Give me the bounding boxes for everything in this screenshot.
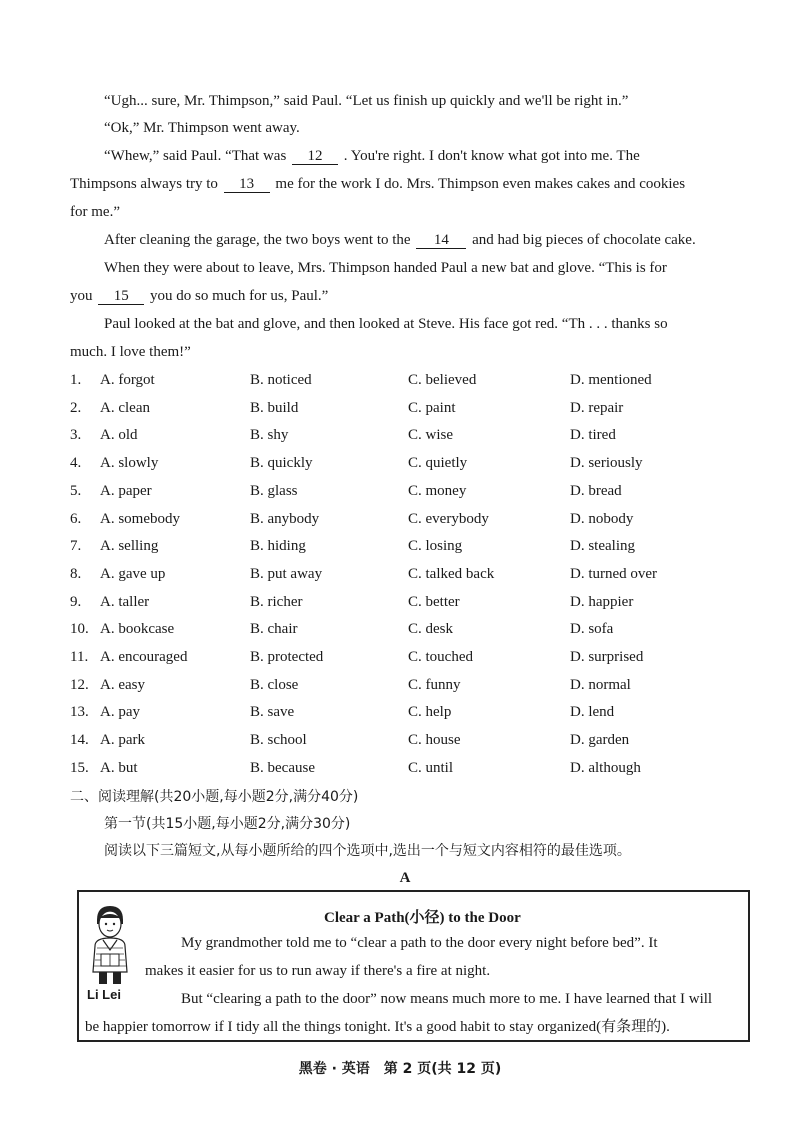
question-row <box>70 510 750 532</box>
option-a: A. easy <box>100 676 145 693</box>
question-number: 7. <box>70 538 82 555</box>
option-a: A. forgot <box>100 372 155 388</box>
option-c: C. losing <box>408 538 463 555</box>
option-d: D. repair <box>570 399 624 416</box>
option-c: C. paint <box>408 399 456 416</box>
question-number: 3. <box>70 427 82 444</box>
option-a: A. taller <box>100 593 150 610</box>
option-c: C. better <box>408 593 460 610</box>
option-c: C. talked back <box>408 565 495 582</box>
story-paragraph-1: “Ugh... sure, Mr. Thimpson,” said Paul. “Let us finish up quickly and we'll be right in.” <box>104 93 629 109</box>
option-d: D. mentioned <box>570 372 652 388</box>
option-d: D. although <box>570 759 641 776</box>
question-row <box>70 593 750 615</box>
question-number: 9. <box>70 593 82 610</box>
question-row <box>70 731 750 753</box>
option-a: A. clean <box>100 399 150 416</box>
story-text: me for the work I do. Mrs. Thimpson even makes cakes and cookies <box>275 176 686 192</box>
question-number: 13. <box>70 704 89 721</box>
option-a: A. park <box>100 732 145 749</box>
blank-14: 14 <box>416 232 466 249</box>
option-a: A. selling <box>100 538 159 555</box>
option-c: C. desk <box>408 621 453 638</box>
story-paragraph-6-line-1: Paul looked at the bat and glove, and then looked at Steve. His face got red. “Th . . . thanks so <box>104 316 668 332</box>
option-d: D. tired <box>570 427 616 444</box>
option-d: D. bread <box>570 482 622 499</box>
option-b: B. protected <box>250 649 324 665</box>
question-row <box>70 620 750 642</box>
question-row <box>70 454 750 476</box>
passage-line-1: My grandmother told me to “clear a path to the door every night before bed”. It <box>181 935 658 951</box>
story-text: “Whew,” said Paul. “That was <box>104 148 287 164</box>
option-c: C. touched <box>408 649 473 665</box>
question-number: 15. <box>70 759 89 776</box>
option-c: C. money <box>408 482 467 499</box>
story-text: . You're right. I don't know what got into me. The <box>343 148 640 164</box>
option-b: B. put away <box>250 565 323 582</box>
question-row <box>70 482 750 504</box>
passage-title: Clear a Path(小径) to the Door <box>324 910 521 926</box>
question-row <box>70 676 750 698</box>
question-number: 5. <box>70 482 82 499</box>
option-b: B. close <box>250 676 299 693</box>
question-number: 10. <box>70 621 89 638</box>
question-row <box>70 648 750 670</box>
story-text: you <box>70 288 93 304</box>
question-number: 8. <box>70 565 82 582</box>
question-row <box>70 759 750 781</box>
passage-a-box <box>77 890 750 1042</box>
option-a: A. encouraged <box>100 649 188 665</box>
question-number: 6. <box>70 510 82 527</box>
question-row <box>70 537 750 559</box>
option-b: B. build <box>250 399 299 416</box>
story-paragraph-5-line-2 <box>70 287 750 305</box>
story-paragraph-5-line-1: When they were about to leave, Mrs. Thimpson handed Paul a new bat and glove. “This is for <box>104 260 667 276</box>
question-number: 4. <box>70 455 82 472</box>
question-number: 14. <box>70 732 89 749</box>
question-row <box>70 399 750 421</box>
option-a: A. old <box>100 427 138 444</box>
story-text: After cleaning the garage, the two boys went to the <box>104 232 411 248</box>
option-d: D. surprised <box>570 649 644 665</box>
page-footer: 黑卷 · 英语 第 2 页(共 12 页) <box>298 1061 502 1077</box>
passage-line-4: be happier tomorrow if I tidy all the things tonight. It's a good habit to stay organized(有条理的). <box>85 1019 670 1035</box>
option-a: A. slowly <box>100 455 159 472</box>
story-paragraph-4 <box>104 231 750 249</box>
option-c: C. quietly <box>408 455 468 472</box>
story-paragraph-2: “Ok,” Mr. Thimpson went away. <box>104 120 300 136</box>
option-a: A. but <box>100 759 138 776</box>
story-paragraph-6-line-2: much. I love them!” <box>70 344 191 360</box>
option-a: A. somebody <box>100 510 180 527</box>
option-c: C. funny <box>408 676 461 693</box>
option-d: D. garden <box>570 732 630 749</box>
section-instruction: 阅读以下三篇短文,从每小题所给的四个选项中,选出一个与短文内容相符的最佳选项。 <box>104 843 631 859</box>
passage-line-3: But “clearing a path to the door” now means much more to me. I have learned that I will <box>181 991 713 1007</box>
option-b: B. shy <box>250 427 289 444</box>
blank-15: 15 <box>98 288 144 305</box>
passage-label: A <box>399 870 411 886</box>
blank-13: 13 <box>224 176 270 193</box>
story-paragraph-3-line-1 <box>104 147 750 165</box>
question-row <box>70 371 750 393</box>
option-c: C. believed <box>408 372 477 388</box>
option-d: D. lend <box>570 704 615 721</box>
question-row <box>70 426 750 448</box>
option-c: C. wise <box>408 427 453 444</box>
passage-line-2: makes it easier for us to run away if there's a fire at night. <box>145 963 491 979</box>
option-c: C. help <box>408 704 452 721</box>
option-d: D. normal <box>570 676 631 693</box>
section-heading: 二、阅读理解(共20小题,每小题2分,满分40分) <box>70 789 359 805</box>
option-d: D. stealing <box>570 538 635 555</box>
option-c: C. everybody <box>408 510 489 527</box>
story-paragraph-3-line-3: for me.” <box>70 204 120 220</box>
question-number: 12. <box>70 676 89 693</box>
story-text: you do so much for us, Paul.” <box>150 288 329 304</box>
student-avatar-icon <box>85 902 135 986</box>
option-b: B. hiding <box>250 538 306 555</box>
question-number: 11. <box>70 649 89 665</box>
question-row <box>70 703 750 725</box>
option-b: B. richer <box>250 593 303 610</box>
option-b: B. save <box>250 704 295 721</box>
option-b: B. quickly <box>250 455 313 472</box>
option-a: A. bookcase <box>100 621 175 638</box>
question-row <box>70 565 750 587</box>
story-text: Thimpsons always try to <box>70 176 218 192</box>
option-d: D. turned over <box>570 565 658 582</box>
option-d: D. nobody <box>570 510 634 527</box>
option-b: B. anybody <box>250 510 320 527</box>
question-number: 1. <box>70 372 82 388</box>
option-a: A. gave up <box>100 565 166 582</box>
option-d: D. seriously <box>570 455 643 472</box>
story-paragraph-3-line-2 <box>70 175 750 193</box>
option-b: B. glass <box>250 482 298 499</box>
story-text: and had big pieces of chocolate cake. <box>472 232 696 248</box>
option-b: B. school <box>250 732 307 749</box>
option-d: D. happier <box>570 593 634 610</box>
option-c: C. until <box>408 759 454 776</box>
option-d: D. sofa <box>570 621 614 638</box>
speaker-name: Li Lei <box>87 987 121 1002</box>
question-number: 2. <box>70 399 82 416</box>
option-b: B. noticed <box>250 372 312 388</box>
section-subheading: 第一节(共15小题,每小题2分,满分30分) <box>104 816 351 832</box>
option-c: C. house <box>408 732 461 749</box>
blank-12: 12 <box>292 148 338 165</box>
option-b: B. chair <box>250 621 298 638</box>
option-a: A. paper <box>100 482 152 499</box>
option-a: A. pay <box>100 704 140 721</box>
option-b: B. because <box>250 759 315 776</box>
